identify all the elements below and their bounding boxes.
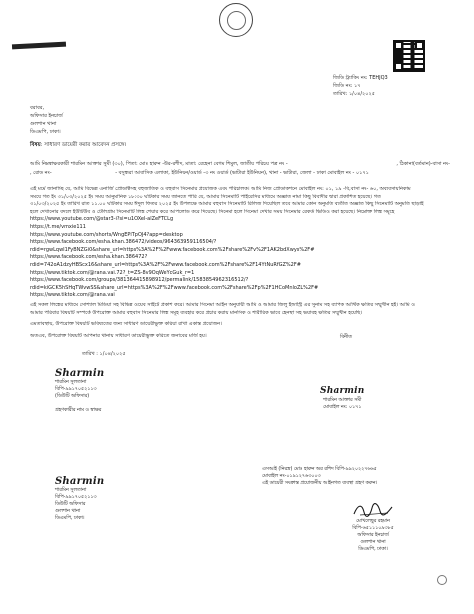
officer-in-charge-signature-icon (350, 502, 396, 518)
body-line: অতএব, উপরোক্ত বিষয়টি আপনার থানায় সাধারণ ডায়েরীভুক্ত করিতে জনাবের মর্জি হয়। (30, 332, 207, 339)
applicant-signature-block (320, 386, 365, 411)
receiver-note: গ্রহণকারীর নাম ও স্বাক্ষর (55, 408, 102, 413)
closing-text (340, 334, 352, 341)
gd-number: জিডি নং: ১৭ (333, 83, 361, 89)
duty-officer-seal-block (55, 476, 104, 522)
duty-officer-station-2: গুলশান থানা (55, 509, 81, 514)
duty-officer-name-2: শারমিন সুলতানা (55, 488, 87, 493)
body-line: এমতাবস্থায়, উপরোক্ত বিষয়টি ভবিষ্যতের জন্য সাধারণ ডায়েরীভুক্ত করিয়া রাখা একান্ত প্রয়োজন। (30, 321, 222, 328)
body-line: ৩১/০৩/২০২৫ ইং তারিখ রাত ১১.০০ ঘটিকার সময় ঈদুল ফিতর ২০২৫ ইং উপলক্ষে আমার বহুবাস সিনেমাটি রিলিজ দিয়েছিল তবে আমার কোন অনুমতি ব্যতীত অজ্ঞাত কিছু সিনেমাটি অনুমতি ছাড়াই (30, 201, 424, 208)
investigating-officer-mobile: মোবাইল নং-০১৯১২৭৬৩০০৩ (262, 474, 321, 479)
duty-officer-name: শারমিন সুলতানা (55, 380, 87, 385)
subject-text: : সাধারণ ডায়েরী করার আবেদন প্রসঙ্গে। (40, 142, 127, 148)
officer-in-charge-name: মোখলেছুর রহমান (356, 519, 390, 524)
link-line: rdid=742oA1dzyHBScx16&share_url=https%3A%2F%2Fwww.facebook.com%2Fshare%2F14YtNuRfGZ%2F# (30, 261, 301, 268)
body-line: হলে দেখানোর বদলে ইউটিউব ও টেলিগ্রাম সিনেমাটি লিঙ্ক শেয়ার করে আপলোড করে দিয়েছে। সিনেমা হলে সিনেমা দেখার সময় সিনেমার রেকর্ড ভিডিও করা হয়েছে। নিম্নোক্ত লিঙ্ক সমূহে (30, 208, 395, 215)
government-seal-icon (219, 3, 253, 37)
officer-in-charge-station: গুলশান থানা (360, 540, 386, 545)
applicant-signature: Sharmin (320, 386, 365, 396)
applicant-mobile: মোবাইল নং: ০১৭১ (323, 405, 362, 410)
recipient-city: ডিএমপি, ঢাকা। (30, 129, 61, 135)
subject-label: বিষয় (30, 142, 41, 148)
gd-date: তারিখ: ১/০৪/২০২৫ (333, 91, 376, 97)
application-body (30, 186, 450, 340)
officer-in-charge-city: ডিএমপি, ঢাকা। (358, 547, 388, 552)
link-line: https://www.facebook.com/esha.khan.386472/videos/964363959116504/? (30, 239, 217, 246)
closing-word: বিনীত (340, 335, 352, 340)
recipient-salutation: বরাবর, (30, 105, 45, 111)
link-line: https://www.youtube.com/shorts/WngEPiTpOJ4?app=desktop (30, 231, 183, 238)
redaction-mark (12, 42, 66, 50)
duty-officer-id: বিপি-৯৯১৭০৫২১১৩ (55, 387, 97, 392)
qr-code-icon (393, 40, 425, 72)
applicant-intro (30, 160, 450, 178)
officer-in-charge-id: বিপি-৬৫১১১০৯৩৮৫ (352, 526, 394, 531)
duty-officer-signature-2: Sharmin (55, 476, 105, 487)
recipient-title: অফিসার ইনচার্জ (30, 113, 63, 119)
body-line: আমার পরিবার বিষয়টি সম্পর্কে উপরোক্ত আমার বহুবাস সিনেমার লিঙ্ক সমূহ ব্যবহার করে প্রচার করায় মানসিক ও শারীরিক ভাবে হেনস্থা সহ ভয়াবহ ক্ষতির সম্মুখীন হয়েছি। (30, 309, 363, 316)
intro-line-1: আমি নিম্নস্বাক্ষরকারী শারমিন আক্তার সুমী (৩০), পিতা: মোঃ হারুন -উর-রশীদ, মাতা: রেহেনা বেগম শিমুল, জাতীয় পরিচয় পত্র নং - (30, 161, 288, 167)
body-line: এই সকল লিঙ্কের মাধ্যমে সোশ্যাল মিডিয়া সহ বিভিন্ন ওয়েব সাইটে প্রকাশ করে। আমার সিনেমা আইন অনুযায়ী আমি ও আমার জিলু ইন্ডাস্ট্রি এর সুনাম সহ ব্যাপক আর্থিক ক্ষতির সম্মুখীন হই। আমি ও (30, 301, 415, 308)
duty-officer-receipt (55, 368, 104, 414)
duty-officer-id-2: বিপি-৯৯১৭০৫২১১৩ (55, 495, 97, 500)
endorsement-instruction: এই ডায়েরী সংক্রান্ত প্রয়োজনীয় আইনগত ব্যবস্থা গ্রহণ করুন। (262, 481, 378, 486)
duty-officer-rank-2: ডিউটি অফিসার (55, 502, 86, 507)
recipient-station: গুলশান থানা (30, 121, 57, 127)
investigating-officer: এসআই (নিরস্ত্র) মোঃ হারুন অর রশিদ বিপি-৯৯২০২২৭৬৬৫ (262, 467, 377, 472)
link-line: https://www.facebook.com/esha.khan.386472? (30, 254, 148, 261)
gd-tracking-number: জিডি ট্র্যাকিং নং: TEHJQ3 (333, 75, 388, 81)
duty-officer-signature: Sharmin (55, 368, 105, 379)
subject-line (30, 142, 126, 150)
officer-in-charge-block (350, 502, 396, 553)
footer-stamp-icon (437, 575, 447, 585)
application-date: তারিখ : ১/০৪/২০২৫ (82, 351, 126, 357)
link-line: rdid=kiGCK5hSHqTWvwSS&share_url=https%3A%2F%2Fwww.facebook.com%2Fshare%2Fp%2F1HCoMnloZL%2F# (30, 284, 319, 291)
recipient-address (30, 104, 63, 136)
duty-officer-rank: (ডিউটি অফিসার) (55, 394, 90, 399)
footer-faint-text (165, 578, 166, 582)
body-line: সময়ে গত ইং ৩১/০৩/২০২৫ ইং সময় আনুমানিক ১৮:৩০ ঘটিকার সময় জানতে পারি যে, আমার সিনেমাটি পাইরেসির মাধ্যমে অজ্ঞাত নামা কিছু বিবাদীর দ্বারা প্রকাশিত হয়েছে। গত (30, 193, 381, 200)
link-line: https://www.tiktok.com/@rana.vai (30, 292, 115, 299)
officer-in-charge-rank: অফিসার ইনচার্জ (357, 533, 389, 538)
link-line: https://t.me/vmxie111 (30, 223, 86, 230)
link-line: https://www.tiktok.com/@rana.vai.72?_t=ZS-8v9OqWeYcGuk_r=1 (30, 269, 195, 276)
link-line: rdid=rgwLqwI1FyBNZGi0&share_url=https%3A%2F%2Fwww.facebook.com%2Fshare%2Fv%2F1AK2bdXwys%2F# (30, 246, 315, 253)
gd-reference-block (333, 74, 453, 98)
duty-officer-city-2: ডিএমপি, ঢাকা। (55, 516, 85, 521)
link-line: https://www.facebook.com/groups/381364415898912/permalink/1583854962316512/? (30, 277, 249, 284)
applicant-name: শারমিন আক্তার সমী (323, 398, 362, 403)
intro-line-2-tail: - বসুন্ধরা আবাসিক এলাকা, ইউনিয়ন/ওয়ার্ড -৩ নং ওয়ার্ড (ভাটারা ইউনিয়ন), থানা - ভাটারা, জেলা - ঢাকা মোবাইল নং - ০১৭১ (115, 170, 369, 176)
investigation-endorsement (262, 466, 377, 487)
link-line: https://www.youtube.com/@star3-i?si=u1OXel-alZeFTCLg (30, 216, 174, 223)
body-line: এই মর্মে জানাচ্ছি যে, আমি বিভেন্ন এনার্জি প্রোডাক্টসহ বহুজাতিক ও বহুবাস সিনেমার প্রযোজক এবং পরিচালক। আমি নিজ প্রোডাকশনে মোবাইল নং: ০১, ১৯ -বি,বাসা নং- ৬০, অব্যবসায়নিকাম (30, 186, 411, 192)
intro-line-2: , রোড নং- (30, 170, 52, 176)
intro-line-1-tail: , ঠিকানা(বর্তমান)-বাসা নং- (396, 161, 450, 167)
